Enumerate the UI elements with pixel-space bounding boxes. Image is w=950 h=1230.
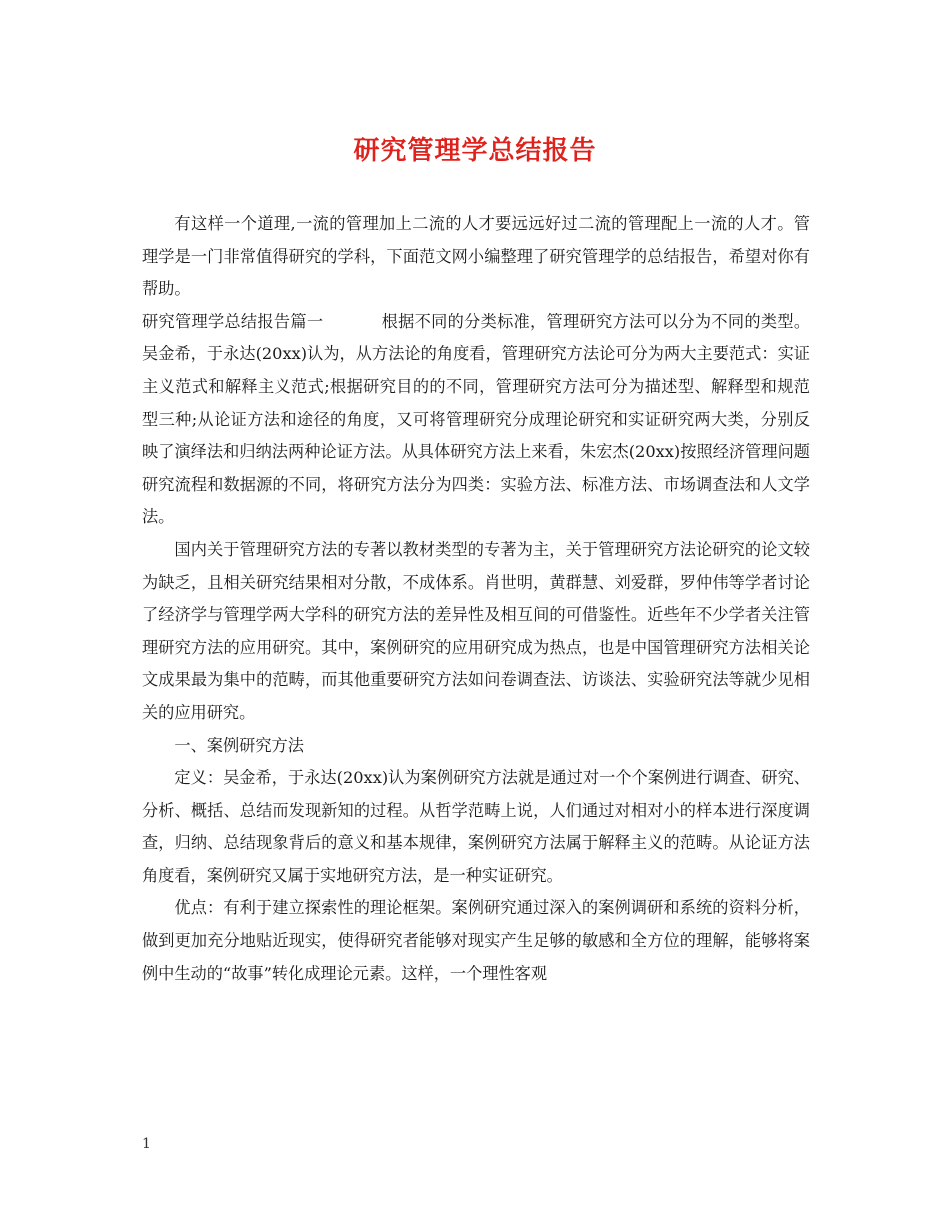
document-title: 研究管理学总结报告 — [353, 136, 597, 166]
page-number: 1 — [142, 1136, 151, 1152]
document-body — [142, 208, 810, 990]
section-one-paragraph — [142, 306, 810, 534]
section-one-text: 根据不同的分类标准，管理研究方法可以分为不同的类型。吴金希，于永达(20xx)认为，从方法论的角度看，管理研究方法论可分为两大主要范式：实证主义范式和解释主义范式;根据研究目的的不同，管理研究方法可分为描述型、解释型和规范型三种;从论证方法和途径的角度，又可将管理研究分成理论研究和实证研究两大类，分别反映了演绎法和归纳法两种论证方法。从具体研究方法上来看，朱宏杰(20xx)按照经济管理问题研究流程和数据源的不同，将研究方法分为四类：实验方法、标准方法、市场调查法和人文学法。 — [142, 311, 811, 527]
section-one-heading: 研究管理学总结报告篇一 — [142, 311, 324, 331]
definition-paragraph: 定义：吴金希，于永达(20xx)认为案例研究方法就是通过对一个个案例进行调查、研究、分析、概括、总结而发现新知的过程。从哲学范畴上说，人们通过对相对小的样本进行深度调查，归纳、总结现象背后的意义和基本规律，案例研究方法属于解释主义的范畴。从论证方法角度看，案例研究又属于实地研究方法，是一种实证研究。 — [142, 768, 810, 885]
intro-paragraph: 有这样一个道理,一流的管理加上二流的人才要远远好过二流的管理配上一流的人才。管理学是一门非常值得研究的学科，下面范文网小编整理了研究管理学的总结报告，希望对你有帮助。 — [142, 214, 810, 299]
advantages-paragraph: 优点：有利于建立探索性的理论框架。案例研究通过深入的案例调研和系统的资料分析，做到更加充分地贴近现实，使得研究者能够对现实产生足够的敏感和全方位的理解，能够将案例中生动的“故事”转化成理论元素。这样，一个理性客观 — [142, 898, 810, 983]
case-study-heading: 一、案例研究方法 — [174, 735, 304, 755]
research-status-paragraph: 国内关于管理研究方法的专著以教材类型的专著为主，关于管理研究方法论研究的论文较为缺乏，且相关研究结果相对分散，不成体系。肖世明，黄群慧、刘爱群，罗仲伟等学者讨论了经济学与管理学两大学科的研究方法的差异性及相互间的可借鉴性。近些年不少学者关注管理研究方法的应用研究。其中，案例研究的应用研究成为热点，也是中国管理研究方法相关论文成果最为集中的范畴，而其他重要研究方法如问卷调查法、访谈法、实验研究法等就少见相关的应用研究。 — [142, 539, 810, 722]
